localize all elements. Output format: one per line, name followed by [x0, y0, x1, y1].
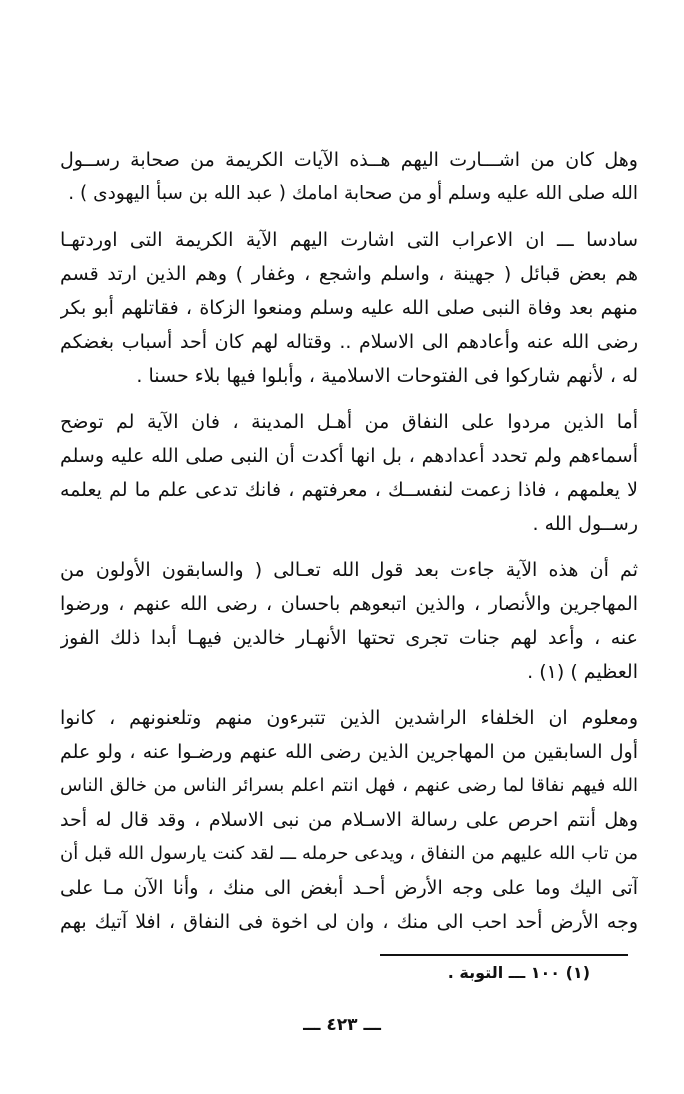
- paragraph: [60, 223, 638, 393]
- text-line: رســول الله .: [532, 513, 638, 535]
- text-line: هم بعض قبائل ( جهينة ، واسلم واشجع ، وغفار ) وهم الذين ارتد قسم: [60, 263, 638, 285]
- text-line: له ، لأنهم شاركوا فى الفتوحات الاسلامية ، وأبلوا فيها بلاء حسنا .: [136, 365, 638, 387]
- footnote-divider: [380, 954, 628, 956]
- text-line: آتى اليك وما على وجه الأرض أحـد أبغض الى منك ، وأنا الآن مـا على: [60, 877, 638, 899]
- paragraph: [60, 701, 638, 939]
- text-line: عنه ، وأعد لهم جنات تجرى تحتها الأنهـار خالدين فيهـا أبدا ذلك الفوز: [60, 627, 638, 649]
- paragraph: [60, 553, 638, 689]
- text-line: ثم أن هذه الآية جاءت بعد قول الله تعـالى ( والسابقون الأولون من: [60, 559, 638, 581]
- paragraph: [60, 405, 638, 541]
- text-line: وهل أنتم احرص على رسالة الاسـلام من نبى الاسلام ، وقد قال له أحد: [60, 809, 638, 831]
- text-line: العظيم ) (١) .: [527, 661, 638, 683]
- text-line: من تاب الله عليهم من النفاق ، ويدعى حرمله ـــ لقد كنت يارسول الله قبل أن: [60, 843, 638, 864]
- text-line: منهم بعد وفاة النبى صلى الله عليه وسلم ومنعوا الزكاة ، فقاتلهم أبو بكر: [60, 297, 638, 319]
- text-line: لا يعلمهم ، فاذا زعمت لنفســك ، معرفتهم ، فانك تدعى علم ما لم يعلمه: [60, 479, 638, 501]
- text-line: أسماءهم ولم تحدد أعدادهم ، بل انها أكدت أن النبى صلى الله عليه وسلم: [60, 445, 638, 467]
- paragraph: [60, 143, 638, 211]
- text-line: رضى الله عنه وأعادهم الى الاسلام .. وقتاله لهم كان أحد أسباب بغضكم: [60, 331, 638, 353]
- text-line: أما الذين مردوا على النفاق من أهـل المدينة ، فان الآية لم توضح: [60, 411, 638, 433]
- text-line: الله صلى الله عليه وسلم أو من صحابة امامك ( عبد الله بن سبأ اليهودى ) .: [68, 183, 638, 204]
- text-line: وهل كان من اشـــارت اليهم هــذه الآيات الكريمة من صحابة رســول: [60, 149, 638, 171]
- body-text: [60, 143, 638, 951]
- text-line: الله فيهم نفاقا لما رضى عنهم ، فهل انتم اعلم بسرائر الناس من خالق الناس: [60, 775, 638, 796]
- text-line: سادسا ـــ ان الاعراب التى اشارت اليهم الآية الكريمة التى اوردتهـا: [60, 229, 638, 251]
- text-line: ومعلوم ان الخلفاء الراشدين الذين تتبرءون منهم وتلعنونهم ، كانوا: [60, 707, 638, 729]
- text-line: وجه الأرض أحد احب الى منك ، وان لى اخوة فى النفاق ، افلا آتيك بهم: [60, 911, 638, 933]
- footnote: (١) ١٠٠ ـــ التوبة .: [447, 963, 590, 982]
- page-number: ـــ ٤٢٣ ـــ: [303, 1015, 381, 1035]
- text-line: المهاجرين والأنصار ، والذين اتبعوهم باحسان ، رضى الله عنهم ، ورضوا: [60, 593, 638, 615]
- text-line: أول السابقين من المهاجرين الذين رضى الله عنهم ورضـوا عنه ، ولو علم: [60, 741, 638, 763]
